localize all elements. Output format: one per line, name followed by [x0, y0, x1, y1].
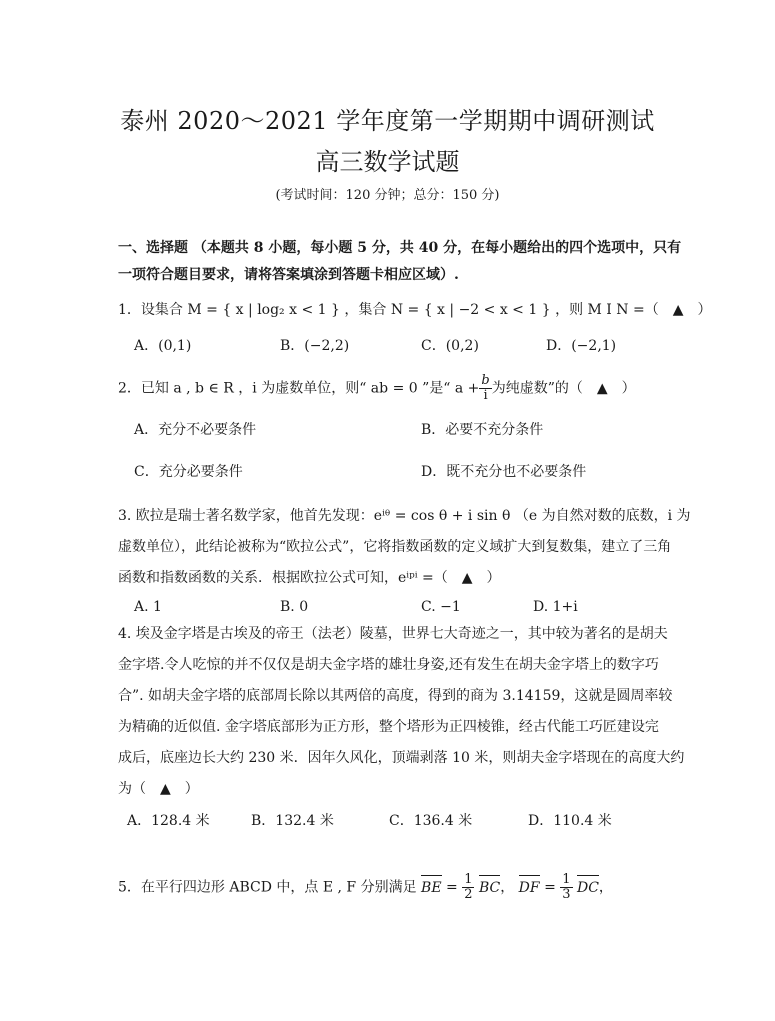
exam-subtitle: 高三数学试题 — [315, 148, 460, 176]
question-2-stem-end: 为纯虚数”的（ ▲ ） — [491, 380, 636, 397]
question-1-option-c: C．(0,2) — [421, 338, 479, 354]
fraction-numerator: 1 — [464, 872, 473, 887]
question-3-option-b: B. 0 — [280, 599, 309, 615]
vector-df: DF — [518, 879, 540, 896]
vector-dc: DC — [576, 879, 599, 896]
question-2-fraction — [479, 374, 491, 403]
question-5-stem-start: 5．在平行四边形 ABCD 中，点 E , F 分别满足 — [118, 879, 417, 896]
question-4-line1: 4. 埃及金字塔是古埃及的帝王（法老）陵墓，世界七大奇迹之一，其中较为著名的是胡夫 — [118, 626, 668, 642]
fraction-denominator: 3 — [562, 887, 571, 902]
question-4-option-b: B．132.4 米 — [251, 813, 334, 829]
separator: ， — [500, 879, 515, 896]
question-2-option-c: C．充分必要条件 — [134, 464, 243, 480]
question-3-option-d: D. 1+i — [533, 599, 578, 615]
question-4-line6: 为（ ▲ ） — [118, 781, 199, 797]
fraction-numerator: 1 — [562, 872, 571, 887]
fraction-numerator: b — [481, 373, 490, 388]
question-1-option-d: D．(−2,1) — [546, 338, 617, 354]
vector-bc: BC — [478, 879, 501, 896]
question-2-option-d: D．既不充分也不必要条件 — [421, 464, 587, 480]
question-3-option-a: A. 1 — [134, 599, 162, 615]
fraction-denominator: i — [483, 388, 488, 403]
question-4-option-d: D．110.4 米 — [528, 813, 612, 829]
question-4-option-a: A．128.4 米 — [127, 813, 210, 829]
exam-info: (考试时间：120 分钟；总分：150 分) — [275, 188, 500, 203]
section-heading-line1: 一、选择题 （本题共 8 小题，每小题 5 分，共 40 分，在每小题给出的四个选项中，只有 — [118, 240, 682, 256]
question-2-stem-start: 2．已知 a , b ∈ R ，i 为虚数单位，则“ ab = 0 ”是“ a + — [118, 380, 480, 397]
question-4-line2: 金字塔.令人吃惊的并不仅仅是胡夫金字塔的雄壮身姿,还有发生在胡夫金字塔上的数字巧 — [118, 657, 659, 673]
question-2-stem — [118, 374, 636, 403]
question-2-option-b: B．必要不充分条件 — [421, 422, 544, 438]
question-3-line2: 虚数单位），此结论被称为“欧拉公式”，它将指数函数的定义域扩大到复数集，建立了三角 — [118, 539, 672, 555]
fraction-denominator: 2 — [464, 887, 473, 902]
equals-sign: = — [446, 879, 458, 896]
question-3-line3: 函数和指数函数的关系．根据欧拉公式可知，eⁱᵖⁱ =（ ▲ ） — [118, 570, 501, 586]
question-1-option-a: A．(0,1) — [134, 338, 192, 354]
question-3-option-c: C. −1 — [421, 599, 461, 615]
exam-title: 泰州 2020～2021 学年度第一学期期中调研测试 — [120, 107, 655, 135]
equals-sign: = — [544, 879, 556, 896]
question-4-line4: 为精确的近似值. 金字塔底部形为正方形，整个塔形为正四棱锥，经古代能工巧匠建设完 — [118, 719, 659, 735]
question-3-line1: 3. 欧拉是瑞士著名数学家，他首先发现：eⁱᶿ = cos θ + i sin θ （e 为自然对数的底数，i 为 — [118, 508, 691, 524]
question-2-option-a: A．充分不必要条件 — [134, 422, 257, 438]
fraction-one-half — [462, 873, 474, 902]
question-1-option-b: B．(−2,2) — [280, 338, 350, 354]
question-4-line5: 成后，底座边长大约 230 米．因年久风化，顶端剥落 10 米，则胡夫金字塔现在的高度大约 — [118, 750, 685, 766]
section-heading-line2: 一项符合题目要求，请将答案填涂到答题卡相应区域）. — [118, 267, 459, 283]
fraction-one-third — [560, 873, 572, 902]
question-1-stem: 1．设集合 M = { x | log₂ x < 1 } ，集合 N = { x | −2 < x < 1 } ，则 M Ⅰ N =（ ▲ ） — [118, 302, 712, 318]
trailing-comma: ， — [598, 879, 613, 896]
question-4-option-c: C．136.4 米 — [389, 813, 473, 829]
question-4-line3: 合”. 如胡夫金字塔的底部周长除以其两倍的高度，得到的商为 3.14159，这就是圆周率较 — [118, 688, 673, 704]
vector-be: BE — [421, 879, 442, 896]
question-5-stem — [118, 873, 613, 902]
